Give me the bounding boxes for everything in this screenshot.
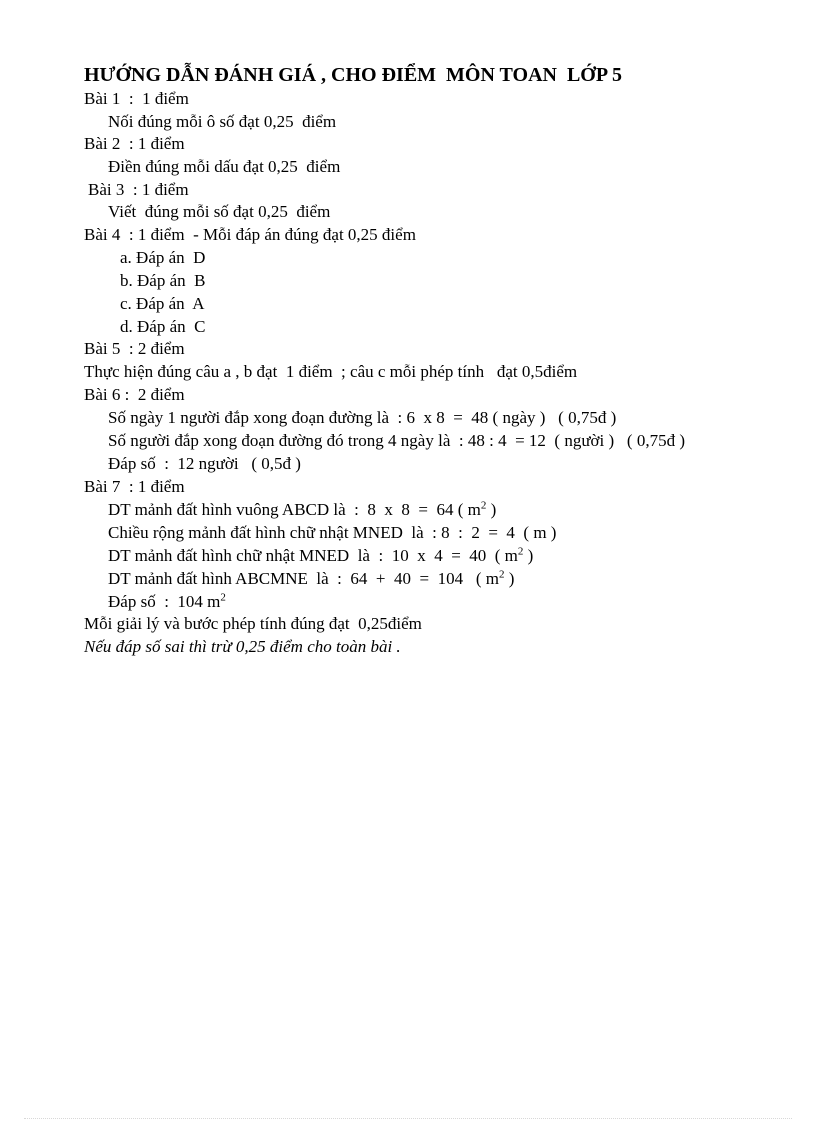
bai7-line-2: Chiều rộng mảnh đất hình chữ nhật MNED là : 8 : 2 = 4 ( m ): [108, 523, 557, 542]
bai7-line-3-sup: 2: [517, 545, 524, 558]
closing-line: Mỗi giải lý và bước phép tính đúng đạt 0,25điểm: [84, 614, 422, 633]
bai6-heading: Bài 6 : 2 điểm: [84, 385, 185, 404]
page-bottom-divider: [24, 1118, 792, 1119]
bai3-detail: Viết đúng mỗi số đạt 0,25 điểm: [108, 202, 331, 221]
bai2-detail: Điền đúng mỗi dấu đạt 0,25 điểm: [108, 157, 341, 176]
bai4-answer-b: b. Đáp án B: [120, 271, 206, 290]
bai7-line-1-end: ): [486, 500, 497, 519]
bai1-heading: Bài 1 : 1 điểm: [84, 89, 189, 108]
bai4-answer-a: a. Đáp án D: [120, 248, 206, 267]
bai7-heading: Bài 7 : 1 điểm: [84, 477, 185, 496]
bai7-line-4: [108, 568, 514, 590]
bai7-answer: [108, 591, 226, 613]
bai7-line-3: [108, 545, 533, 567]
bai4-heading: Bài 4 : 1 điểm - Mỗi đáp án đúng đạt 0,25 điểm: [84, 225, 416, 244]
bai4-answer-c: c. Đáp án A: [120, 294, 205, 313]
bai4-answer-d: d. Đáp án C: [120, 317, 206, 336]
bai6-line-2: Số người đắp xong đoạn đường đó trong 4 ngày là : 48 : 4 = 12 ( người ) ( 0,75đ ): [108, 431, 685, 450]
bai7-line-1-sup: 2: [480, 499, 487, 512]
bai1-detail: Nối đúng mỗi ô số đạt 0,25 điểm: [108, 112, 337, 131]
bai6-answer: Đáp số : 12 người ( 0,5đ ): [108, 454, 301, 473]
bai7-line-1: [108, 499, 496, 521]
bai7-line-3-end: ): [523, 546, 534, 565]
bai7-line-1-text: DT mảnh đất hình vuông ABCD là : 8 x 8 = 64 ( m: [108, 500, 481, 519]
bai5-heading: Bài 5 : 2 điểm: [84, 339, 185, 358]
bai6-line-1: Số ngày 1 người đắp xong đoạn đường là : 6 x 8 = 48 ( ngày ) ( 0,75đ ): [108, 408, 617, 427]
bai2-heading: Bài 2 : 1 điểm: [84, 134, 185, 153]
bai7-answer-sup: 2: [220, 591, 226, 604]
bai7-line-3-text: DT mảnh đất hình chữ nhật MNED là : 10 x 4 = 40 ( m: [108, 546, 518, 565]
bai7-line-4-text: DT mảnh đất hình ABCMNE là : 64 + 40 = 104 ( m: [108, 569, 499, 588]
bai7-line-4-end: ): [504, 569, 515, 588]
note-line: Nếu đáp số sai thì trừ 0,25 điểm cho toàn bài .: [84, 637, 401, 656]
bai7-line-4-sup: 2: [498, 568, 505, 581]
page-title: HƯỚNG DẪN ĐÁNH GIÁ , CHO ĐIỂM MÔN TOAN LỚP 5: [84, 64, 622, 86]
bai3-heading: Bài 3 : 1 điểm: [88, 180, 189, 199]
bai5-detail: Thực hiện đúng câu a , b đạt 1 điểm ; câu c mỗi phép tính đạt 0,5điểm: [84, 362, 578, 381]
bai7-answer-text: Đáp số : 104 m: [108, 592, 221, 611]
